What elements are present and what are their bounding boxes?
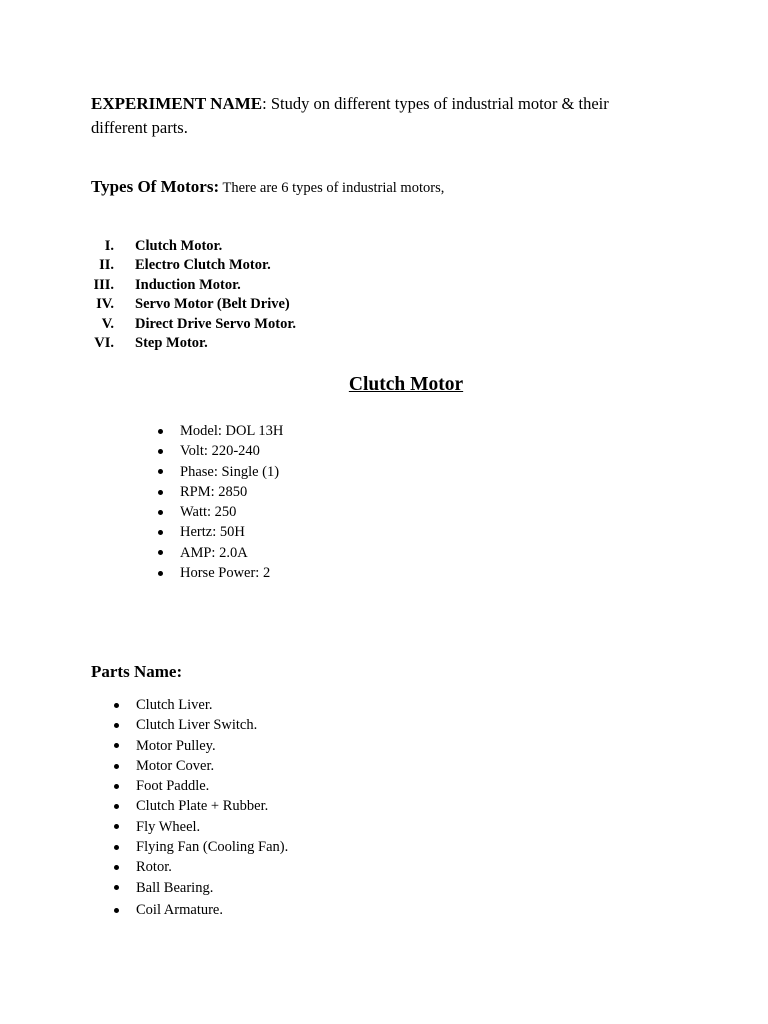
experiment-name-label: EXPERIMENT NAME [91,94,263,113]
motor-types-list [80,237,296,353]
parts-name-heading: Parts Name: [91,662,183,681]
experiment-name-paragraph [91,92,681,140]
spec-label: Model: DOL 13H [180,423,284,439]
experiment-name-line1: Study on different types of industrial motor & their [266,94,609,113]
spec-label: Watt: 250 [180,504,237,521]
list-item [114,900,288,920]
list-item [114,837,288,857]
bullet-icon [114,743,119,748]
list-numeral: IV. [96,296,114,313]
bullet-icon [158,571,163,576]
list-numeral: VI. [94,334,114,351]
bullet-icon [114,703,119,708]
list-item [158,462,283,482]
experiment-name-line2: different parts. [91,118,188,137]
types-of-motors-text: There are 6 types of industrial motors, [219,180,445,196]
bullet-icon [114,824,119,829]
list-numeral: II. [99,257,114,274]
list-item-label: Direct Drive Servo Motor. [135,315,297,332]
types-of-motors-label: Types Of Motors: [91,177,220,196]
bullet-icon [158,449,163,454]
bullet-icon [158,510,163,515]
part-label: Clutch Liver Switch. [136,717,258,734]
list-item [158,441,283,461]
list-item [158,543,283,563]
bullet-icon [158,469,163,474]
part-label: Flying Fan (Cooling Fan). [136,839,289,856]
bullet-icon [114,908,119,913]
list-item [114,736,288,756]
list-item-label: Induction Motor. [135,276,241,293]
list-item [114,878,288,898]
spec-label: Volt: 220-240 [180,443,260,460]
part-label: Fly Wheel. [136,818,201,835]
experiment-name-separator: : [262,94,267,113]
list-item [80,276,296,295]
list-item [114,817,288,837]
list-item [114,776,288,796]
types-of-motors-paragraph [91,175,691,200]
part-label: Motor Pulley. [136,737,216,754]
list-item [80,237,296,256]
spec-label: AMP: 2.0A [180,544,248,561]
list-item [158,563,283,583]
bullet-icon [158,530,163,535]
list-item [114,695,288,715]
bullet-icon [114,885,119,890]
list-item [114,715,288,735]
list-numeral: I. [104,238,114,254]
list-numeral: V. [101,315,114,332]
bullet-icon [114,764,119,769]
spec-label: Phase: Single (1) [180,463,280,480]
part-label: Clutch Liver. [136,697,213,713]
list-item [114,796,288,816]
part-label: Rotor. [136,859,172,876]
bullet-icon [158,429,163,434]
clutch-motor-spec-list [158,421,283,583]
bullet-icon [158,550,163,555]
part-label: Clutch Plate + Rubber. [136,798,269,815]
list-item [80,334,296,353]
list-numeral: III. [93,276,114,293]
list-item [114,857,288,877]
spec-label: Hertz: 50H [180,524,245,541]
list-item [114,756,288,776]
clutch-motor-heading: Clutch Motor [348,374,464,395]
list-item [80,295,296,314]
list-item [158,522,283,542]
bullet-icon [114,845,119,850]
bullet-icon [114,804,119,809]
parts-list [114,695,288,920]
part-label: Ball Bearing. [136,879,214,896]
list-item [158,482,283,502]
list-item [158,421,283,441]
part-label: Motor Cover. [136,757,215,774]
list-item-label: Clutch Motor. [135,238,223,254]
list-item [80,315,296,334]
bullet-icon [114,865,119,870]
bullet-icon [114,784,119,789]
part-label: Foot Paddle. [136,778,210,795]
list-item-label: Electro Clutch Motor. [135,257,271,274]
spec-label: Horse Power: 2 [180,565,271,582]
bullet-icon [114,723,119,728]
bullet-icon [158,490,163,495]
spec-label: RPM: 2850 [180,483,248,500]
list-item [158,502,283,522]
list-item-label: Servo Motor (Belt Drive) [135,296,290,313]
list-item-label: Step Motor. [135,334,208,351]
list-item [80,256,296,275]
part-label: Coil Armature. [136,901,223,918]
